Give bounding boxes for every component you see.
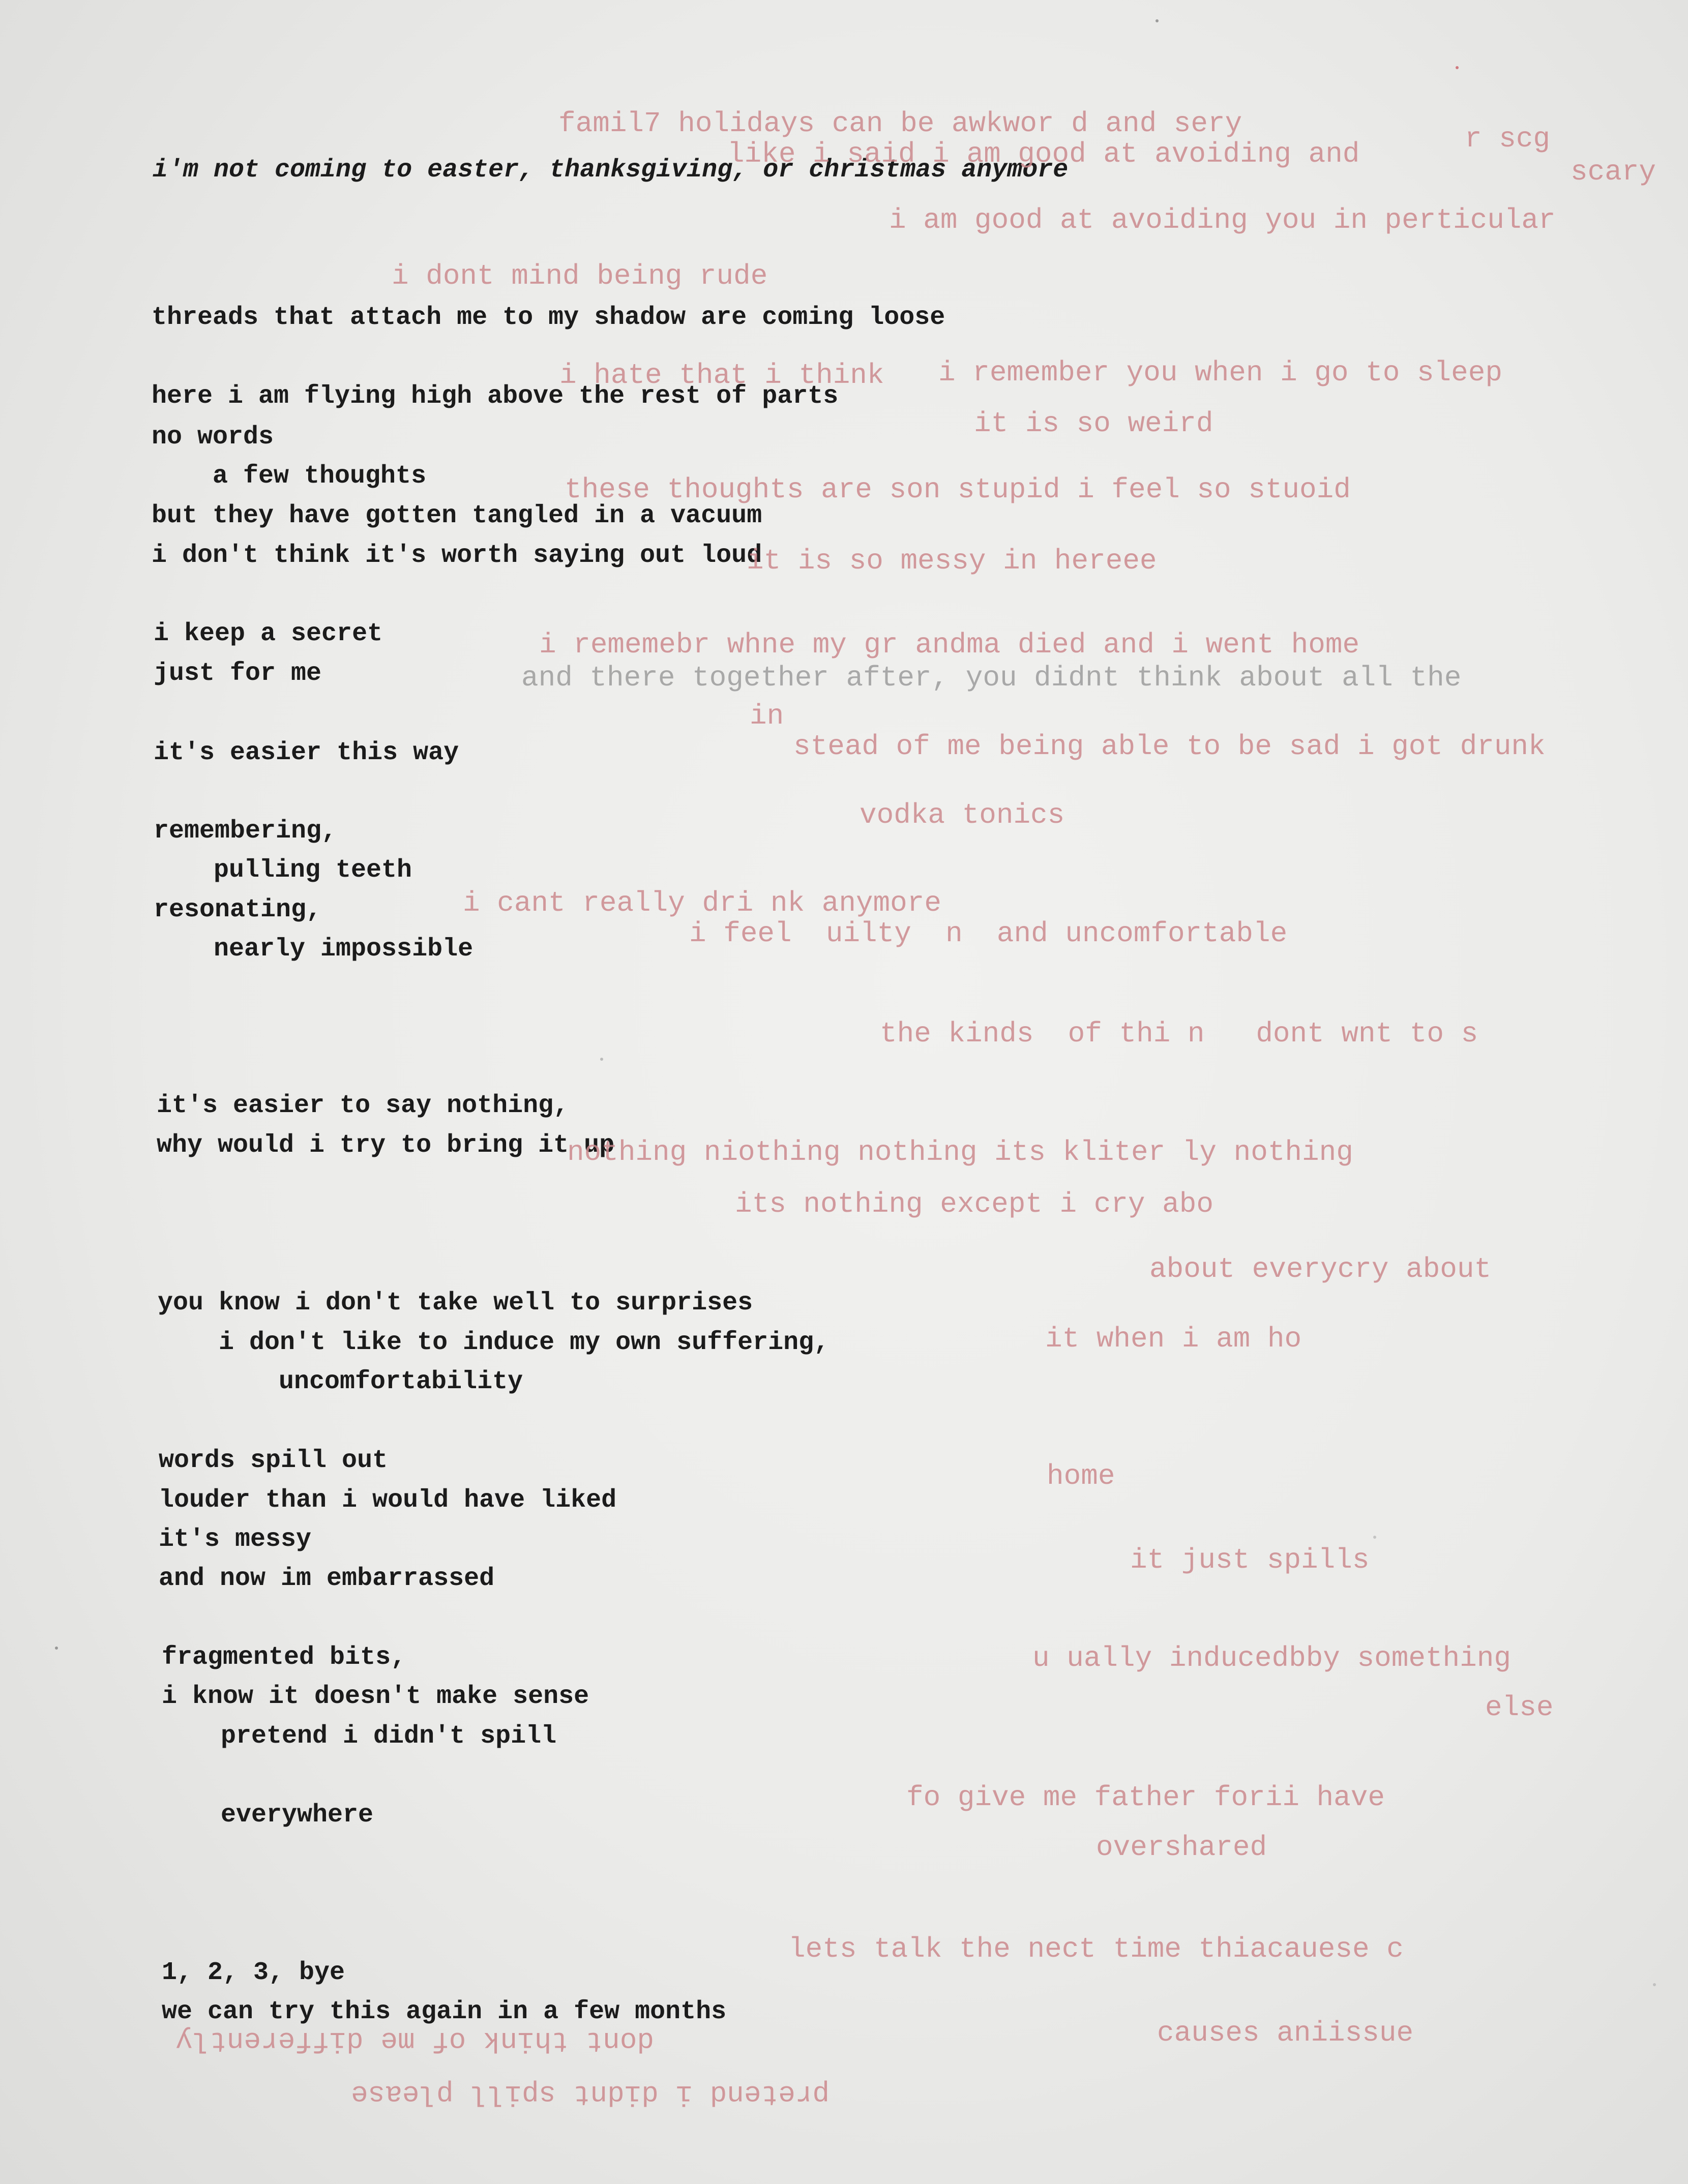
poem-line-15: it's easier to say nothing, bbox=[157, 1091, 569, 1120]
overtype-line-9: it is so weird bbox=[974, 407, 1213, 440]
overtype-line-17: i cant really dri nk anymore bbox=[463, 887, 941, 919]
overtype-line-13: and there together after, you didnt think about all the bbox=[521, 662, 1462, 694]
overtype-line-4: scary bbox=[1571, 156, 1656, 188]
poem-line-3: here i am flying high above the rest of parts bbox=[152, 382, 839, 411]
poem-line-27: everywhere bbox=[221, 1801, 374, 1830]
overtype-line-20: nothing niothing nothing its kliter ly nothing bbox=[567, 1136, 1353, 1169]
overtype-line-31: causes aniissue bbox=[1157, 2017, 1414, 2049]
paper-speck bbox=[1653, 1983, 1656, 1986]
poem-line-4: no words bbox=[152, 423, 274, 452]
overtype-line-3: r scg bbox=[1465, 123, 1551, 155]
paper-speck bbox=[600, 1058, 603, 1061]
overtype-line-16: vodka tonics bbox=[860, 799, 1065, 831]
overtype-line-15: stead of me being able to be sad i got drunk bbox=[793, 730, 1546, 763]
poem-line-22: it's messy bbox=[159, 1525, 312, 1554]
overtype-line-25: it just spills bbox=[1130, 1544, 1370, 1576]
overtype-line-8: i remember you when i go to sleep bbox=[938, 356, 1502, 389]
poem-line-26: pretend i didn't spill bbox=[221, 1722, 557, 1751]
overtype-line-19: the kinds of thi n dont wnt to s bbox=[880, 1018, 1478, 1050]
upside-down-line-2: pretend i didnt spill please bbox=[351, 2078, 830, 2110]
paper-speck bbox=[55, 1647, 58, 1650]
poem-line-14: nearly impossible bbox=[214, 935, 473, 964]
poem-line-24: fragmented bits, bbox=[162, 1643, 406, 1672]
poem-line-2: threads that attach me to my shadow are coming loose bbox=[152, 303, 945, 332]
overtype-line-1: famil7 holidays can be awkwor d and sery bbox=[558, 107, 1242, 140]
overtype-line-12: i rememebr whne my gr andma died and i went home bbox=[539, 629, 1360, 661]
poem-line-8: i keep a secret bbox=[154, 619, 383, 648]
overtype-line-23: it when i am ho bbox=[1045, 1323, 1302, 1355]
poem-line-5: a few thoughts bbox=[213, 462, 427, 491]
poem-line-20: words spill out bbox=[159, 1446, 388, 1475]
poem-line-7: i don't think it's worth saying out loud bbox=[152, 541, 762, 570]
poem-line-29: we can try this again in a few months bbox=[162, 1997, 727, 2026]
paper-speck bbox=[1456, 66, 1459, 69]
overtype-line-29: overshared bbox=[1096, 1831, 1267, 1864]
overtype-line-26: u ually inducedbby something bbox=[1032, 1642, 1511, 1674]
overtype-line-30: lets talk the nect time thiacauese c bbox=[788, 1933, 1404, 1965]
overtype-line-24: home bbox=[1047, 1460, 1115, 1492]
overtype-line-21: its nothing except i cry abo bbox=[735, 1188, 1213, 1220]
poem-line-16: why would i try to bring it up bbox=[157, 1131, 615, 1160]
overtype-line-14: in bbox=[750, 700, 784, 732]
poem-line-11: remembering, bbox=[154, 817, 337, 846]
overtype-line-10: these thoughts are son stupid i feel so stuoid bbox=[565, 473, 1351, 506]
paper-speck bbox=[1373, 1536, 1376, 1539]
poem-line-21: louder than i would have liked bbox=[159, 1486, 617, 1515]
poem-line-17: you know i don't take well to surprises bbox=[158, 1289, 753, 1318]
overtype-line-28: fo give me father forii have bbox=[906, 1781, 1385, 1814]
paper-speck bbox=[1156, 19, 1159, 22]
poem-line-18: i don't like to induce my own suffering, bbox=[219, 1328, 830, 1357]
poem-line-12: pulling teeth bbox=[214, 856, 412, 885]
overtype-line-6: i dont mind being rude bbox=[392, 260, 768, 292]
poem-line-28: 1, 2, 3, bye bbox=[162, 1958, 345, 1987]
overtype-line-2: like i said i am good at avoiding and bbox=[727, 138, 1360, 170]
overtype-line-7: i hate that i think bbox=[559, 359, 884, 392]
poem-line-1: i'm not coming to easter, thanksgiving, or christmas anymore bbox=[153, 156, 1069, 185]
upside-down-line-1: dont think of me differently bbox=[175, 2024, 654, 2057]
poem-line-6: but they have gotten tangled in a vacuum bbox=[152, 501, 762, 530]
overtype-line-18: i feel uilty n and uncomfortable bbox=[689, 917, 1288, 950]
poem-line-9: just for me bbox=[154, 659, 322, 688]
poem-line-13: resonating, bbox=[154, 895, 322, 924]
overtype-line-11: it is so messy in hereee bbox=[747, 545, 1157, 577]
overtype-line-5: i am good at avoiding you in perticular bbox=[889, 204, 1556, 236]
overtype-line-27: else bbox=[1485, 1691, 1554, 1724]
poem-line-23: and now im embarrassed bbox=[159, 1564, 495, 1593]
overtype-line-22: about everycry about bbox=[1149, 1253, 1492, 1285]
poem-line-25: i know it doesn't make sense bbox=[162, 1682, 589, 1711]
poem-line-10: it's easier this way bbox=[154, 738, 459, 767]
poem-line-19: uncomfortability bbox=[279, 1367, 523, 1396]
